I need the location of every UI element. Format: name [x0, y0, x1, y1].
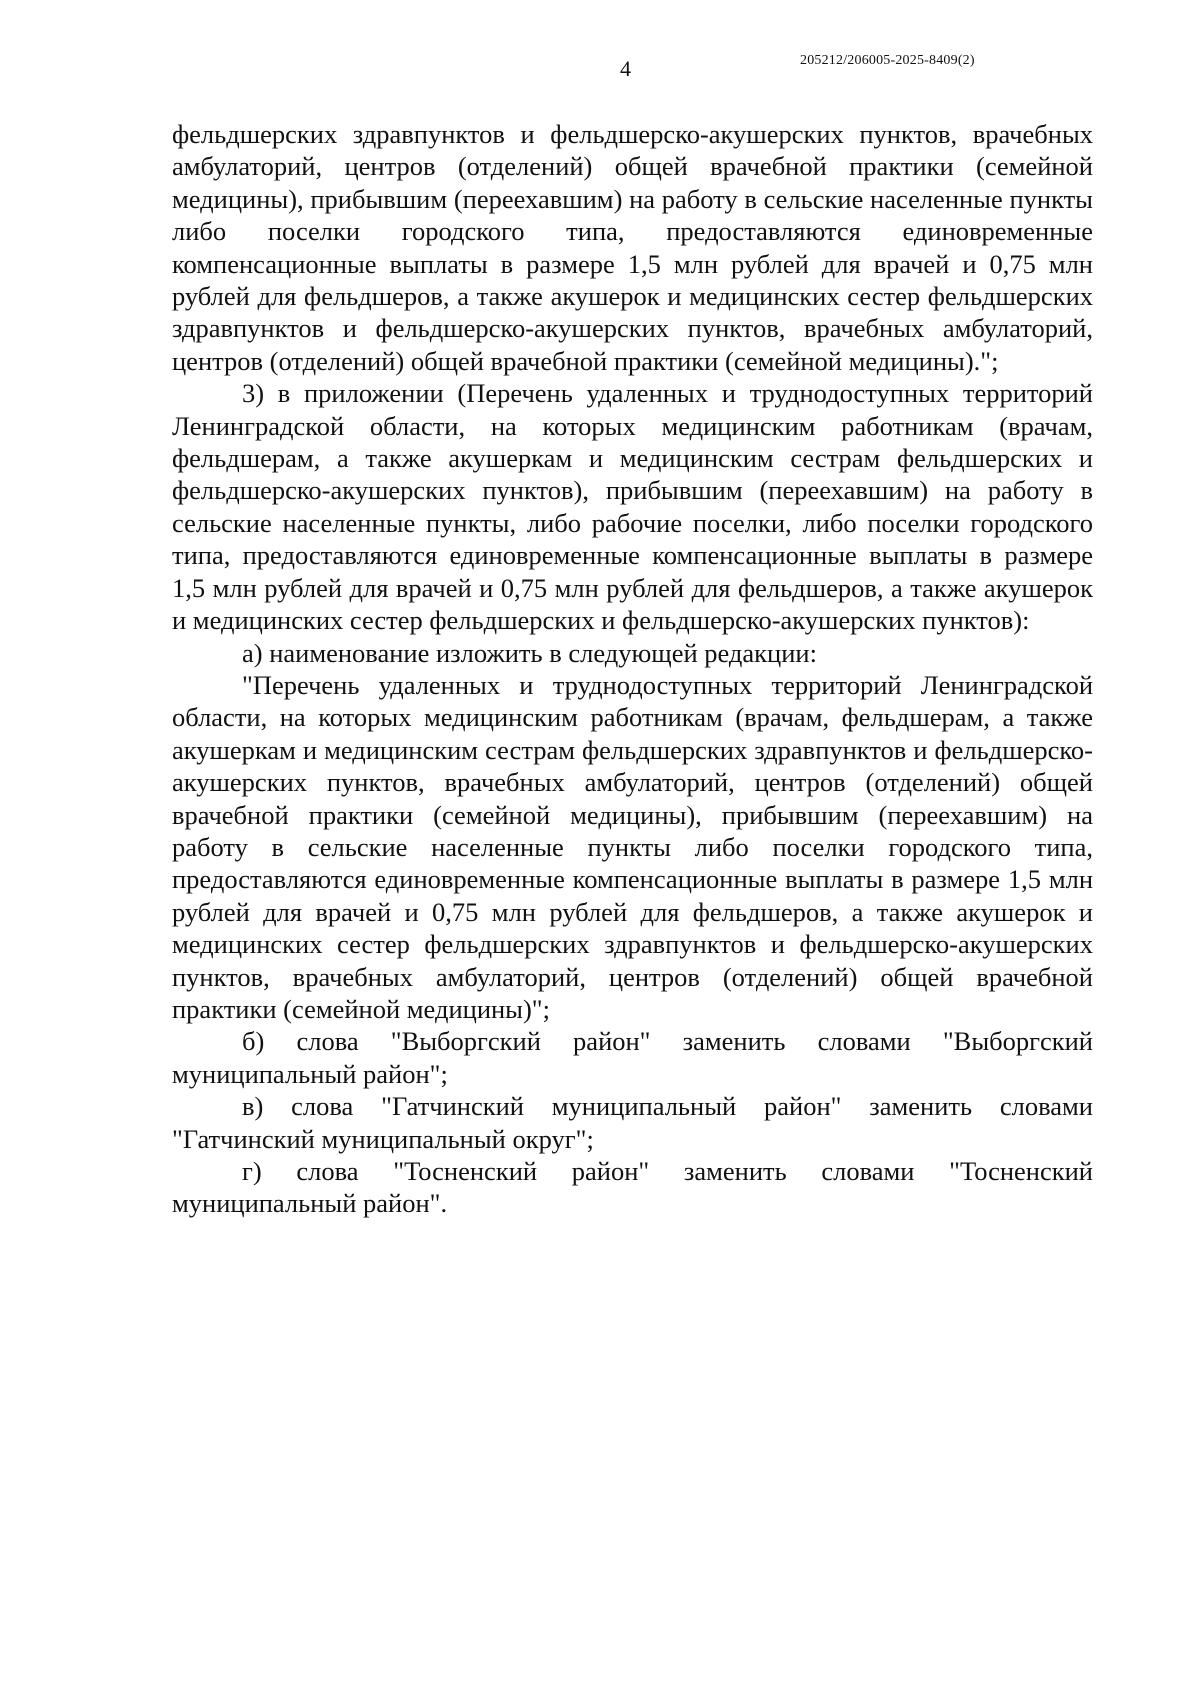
- page-number: 4: [620, 56, 631, 81]
- paragraph-item-3: 3) в приложении (Перечень удаленных и труднодоступных территорий Ленинградской области, на которых медицинским работникам (врачам, фельдшерам, а также акушеркам и медицинским сестрам фельдшерских и фельдшерско-акушерских пунктов), прибывшим (переехавшим) на работу в сельские населенные пункты, либо рабочие поселки, либо поселки городского типа, предоставляются единовременные компенсационные выплаты в размере 1,5 млн рублей для врачей и 0,75 млн рублей для фельдшеров, а также акушерок и медицинских сестер фельдшерских и фельдшерско-акушерских пунктов):: [172, 378, 1093, 636]
- paragraph-subitem-v: в) слова "Гатчинский муниципальный район" заменить словами "Гатчинский муниципальный округ";: [172, 1091, 1093, 1154]
- paragraph-subitem-b: б) слова "Выборгский район" заменить словами "Выборгский муниципальный район";: [172, 1026, 1093, 1089]
- paragraph-continuation: фельдшерских здравпунктов и фельдшерско-акушерских пунктов, врачебных амбулаторий, центров (отделений) общей врачебной практики (семейной медицины), прибывшим (переехавшим) на работу в сельские населенные пункты либо поселки городского типа, предоставляются единовременные компенсационные выплаты в размере 1,5 млн рублей для врачей и 0,75 млн рублей для фельдшеров, а также акушерок и медицинских сестер фельдшерских здравпунктов и фельдшерско-акушерских пунктов, врачебных амбулаторий, центров (отделений) общей врачебной практики (семейной медицины).";: [172, 119, 1093, 376]
- paragraph-subitem-a: а) наименование изложить в следующей редакции:: [242, 637, 817, 668]
- document-body: [172, 118, 1093, 1220]
- document-id: 205212/206005-2025-8409(2): [800, 53, 975, 68]
- paragraph-subitem-g: г) слова "Тосненский район" заменить словами "Тосненский муниципальный район".: [172, 1156, 1093, 1219]
- paragraph-new-title: "Перечень удаленных и труднодоступных территорий Ленинградской области, на которых медицинским работникам (врачам, фельдшерам, а также акушеркам и медицинским сестрам фельдшерских здравпунктов и фельдшерско-акушерских пунктов, врачебных амбулаторий, центров (отделений) общей врачебной практики (семейной медицины), прибывшим (переехавшим) на работу в сельские населенные пункты либо поселки городского типа, предоставляются единовременные компенсационные выплаты в размере 1,5 млн рублей для врачей и 0,75 млн рублей для фельдшеров, а также акушерок и медицинских сестер фельдшерских здравпунктов и фельдшерско-акушерских пунктов, врачебных амбулаторий, центров (отделений) общей врачебной практики (семейной медицины)";: [172, 669, 1093, 1024]
